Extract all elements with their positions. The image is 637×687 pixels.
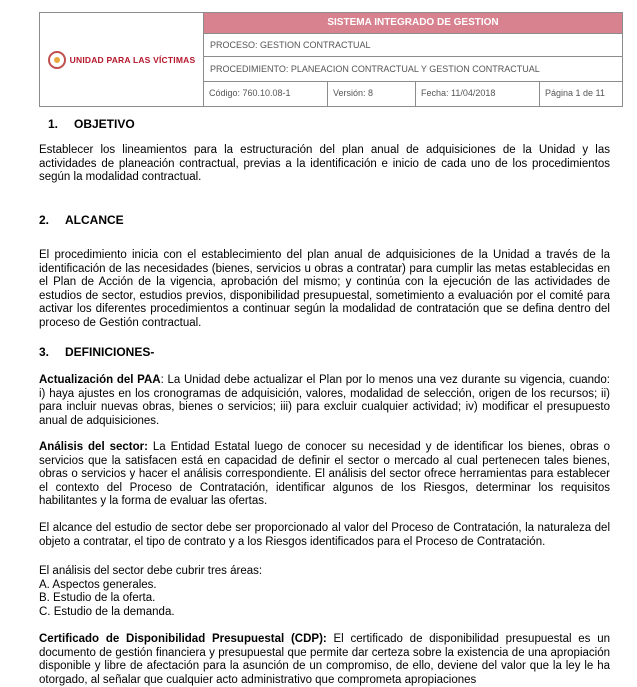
definition-cdp <box>39 633 610 687</box>
term-actualizacion-paa: Actualización del PAA <box>39 374 161 386</box>
section-heading-definiciones <box>39 345 154 359</box>
section-number: 1. <box>48 117 59 131</box>
version-label: Versión: 8 <box>328 82 416 106</box>
procedure-label: PROCEDIMIENTO: PLANEACION CONTRACTUAL Y GESTION CONTRACTUAL <box>204 57 622 82</box>
definition-actualizacion-paa <box>39 374 610 428</box>
unidad-victimas-logo <box>48 51 196 69</box>
logo-text: UNIDAD PARA LAS VÍCTIMAS <box>69 54 196 65</box>
area-item-b: B. Estudio de la oferta. <box>39 592 156 604</box>
page-number-label: Página 1 de 11 <box>545 88 605 98</box>
system-title: SISTEMA INTEGRADO DE GESTION <box>204 13 622 34</box>
section-title: ALCANCE <box>65 213 124 227</box>
section-number: 2. <box>39 213 50 227</box>
section-number: 3. <box>39 345 50 359</box>
process-label: PROCESO: GESTION CONTRACTUAL <box>204 34 622 57</box>
definition-text: La Entidad Estatal luego de conocer su necesidad y de identificar los bienes, obras o servicios que la satisfacen está en capacidad de definir el sector o mercado al cual pertenecen tales bienes, obras o servicios y hacer el análisis correspondiente. El análisis del sector ofrece herramientas para establecer el contexto del Proceso de Contratación, identificar algunos de los Riesgos, determinar los requisitos habilitantes y la forma de evaluar las ofertas. <box>39 441 610 508</box>
meta-row <box>204 82 622 106</box>
definition-text: : La Unidad debe actualizar el Plan por lo menos una vez durante su vigencia, cuando: i) haya ajustes en los cronogramas de adquisición, valores, modalidad de selección, origen de los recursos; ii) para incluir nuevas obras, bienes o servicios; iii) para excluir cualquier actividad; iv) modificar el presupuesto anual de adquisiciones. <box>39 374 611 427</box>
alcance-estudio-paragraph: El alcance del estudio de sector debe ser proporcionado al valor del Proceso de Contratación, la naturaleza del objeto a contratar, el tipo de contrato y a los Riesgos identificados para el Proceso de Contratación. <box>39 522 610 548</box>
date-label: Fecha: 11/04/2018 <box>416 82 540 106</box>
document-header-table <box>39 12 623 107</box>
section-title: OBJETIVO <box>74 117 135 131</box>
areas-intro: El análisis del sector debe cubrir tres áreas: <box>39 565 263 577</box>
term-cdp: Certificado de Disponibilidad Presupuestal (CDP): <box>39 633 327 645</box>
seal-icon <box>48 51 66 69</box>
area-item-a: A. Aspectos generales. <box>39 579 157 591</box>
section-heading-alcance <box>39 213 124 227</box>
code-label: Código: 760.10.08-1 <box>204 82 328 106</box>
definition-text: El certificado de disponibilidad presupuestal es un documento de gestión financiera y presupuestal que permite dar certeza sobre la existencia de una apropiación disponible y libre de afectación para la asunción de un compromiso, de ello, deviene del valor que la ley le ha otorgado, al señalar que cualquier acto administrativo que comprometa apropiaciones <box>39 633 610 686</box>
definition-analisis-sector <box>39 441 610 509</box>
area-item-c: C. Estudio de la demanda. <box>39 606 175 618</box>
section-title: DEFINICIONES- <box>65 345 155 359</box>
term-analisis-sector: Análisis del sector: <box>39 441 148 453</box>
section-heading-objetivo <box>48 117 135 131</box>
alcance-paragraph: El procedimiento inicia con el establecimiento del plan anual de adquisiciones de la Unidad a través de la identificación de las necesidades (bienes, servicios u obras a contratar) para cumplir las metas establecidas en el Plan de Acción de la vigencia, aprobación del mismo; y continúa con la ejecución de las actividades de estudios de sector, estudios previos, disponibilidad presupuestal, sometimiento a evaluación por el comité para activar los diferentes procedimientos a continuar según la modalidad de contratación que se defina dentro del proceso de Gestión contractual. <box>39 249 610 329</box>
logo-cell <box>40 13 204 106</box>
objetivo-paragraph: Establecer los lineamientos para la estructuración del plan anual de adquisiciones de la Unidad y las actividades de planeación contractual, previas a la identificación e inicio de cada uno de los procedimientos según la modalidad contractual. <box>39 144 610 184</box>
